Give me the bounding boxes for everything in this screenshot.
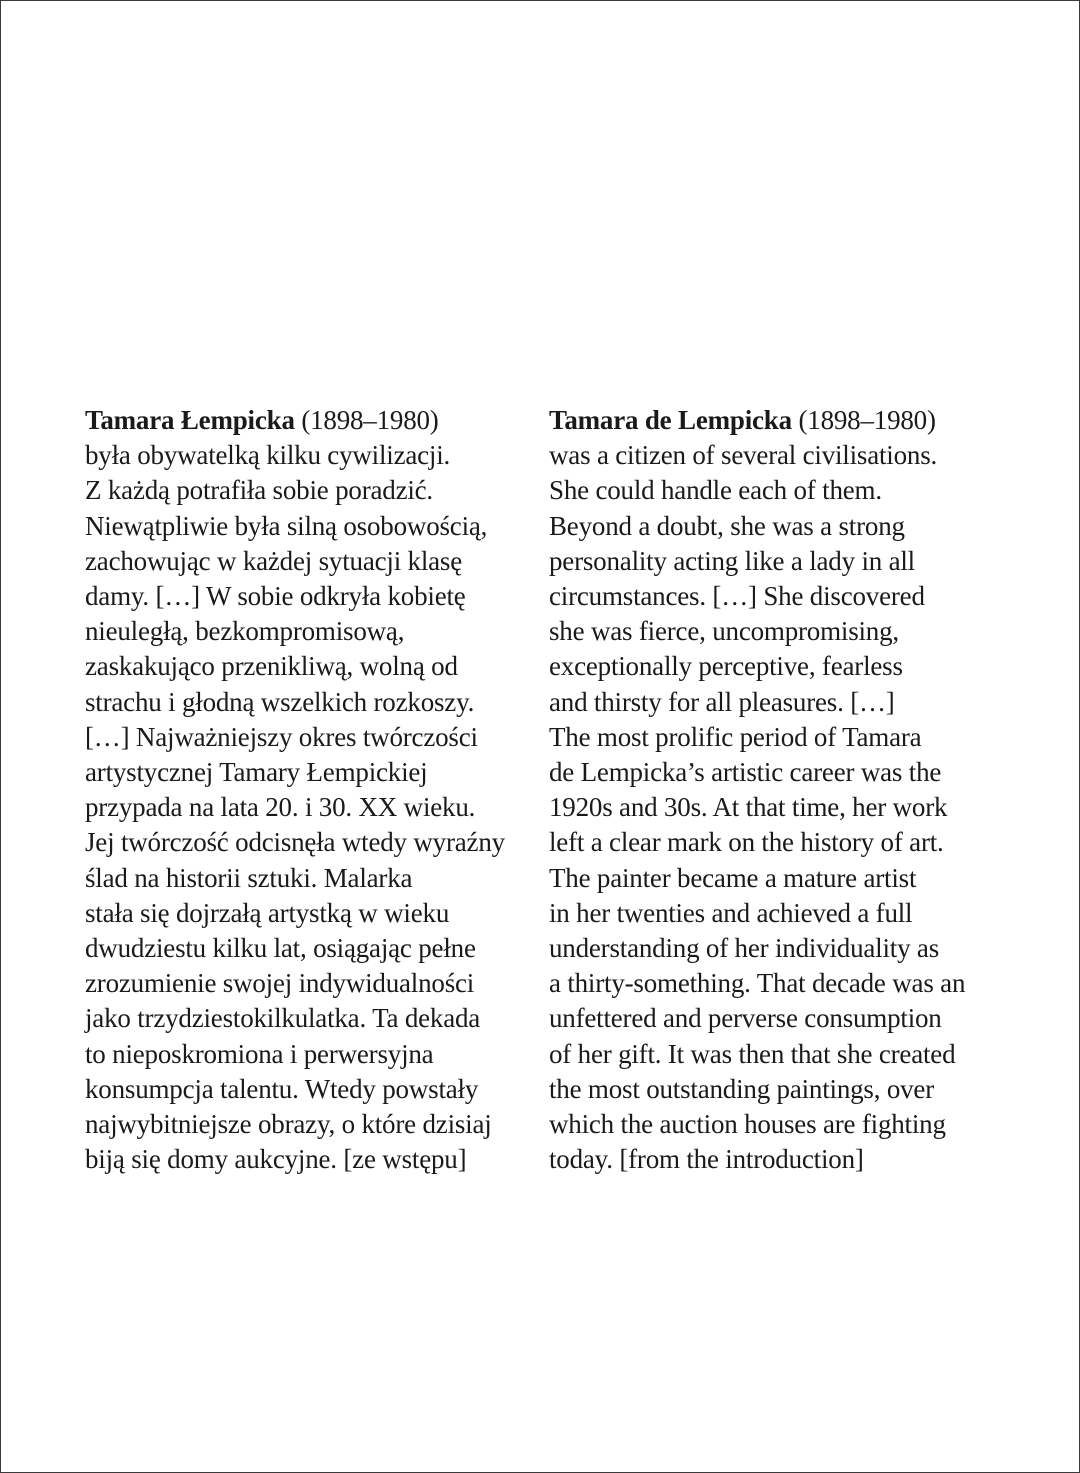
polish-heading <box>85 403 505 438</box>
polish-line: to nieposkromiona i perwersyjna <box>85 1038 434 1069</box>
polish-line: Jej twórczość odcisnęła wtedy wyraźny <box>85 827 505 858</box>
english-line: the most outstanding paintings, over <box>549 1073 935 1104</box>
polish-line: Niewątpliwie była silną osobowością, <box>85 510 488 541</box>
polish-line: dwudziestu kilku lat, osiągając pełne <box>85 933 476 964</box>
polish-artist-dates: (1898–1980) <box>294 405 439 435</box>
english-line: The painter became a mature artist <box>549 862 917 893</box>
english-line: She could handle each of them. <box>549 475 882 506</box>
english-line: which the auction houses are fighting <box>549 1109 946 1140</box>
polish-line: jako trzydziestokilkulatka. Ta dekada <box>85 1003 481 1034</box>
polish-line: najwybitniejsze obrazy, o które dzisiaj <box>85 1109 492 1140</box>
english-line: a thirty-something. That decade was an <box>549 968 966 999</box>
polish-artist-name: Tamara Łempicka <box>85 405 295 435</box>
english-line: understanding of her individuality as <box>549 933 940 964</box>
polish-line: biją się domy aukcyjne. [ze wstępu] <box>85 1144 467 1175</box>
polish-line: Z każdą potrafiła sobie poradzić. <box>85 475 433 506</box>
polish-line: damy. […] W sobie odkryła kobietę <box>85 581 466 612</box>
polish-line: zrozumienie swojej indywidualności <box>85 968 475 999</box>
english-line: personality acting like a lady in all <box>549 545 915 576</box>
english-line: de Lempicka’s artistic career was the <box>549 757 942 788</box>
polish-line: konsumpcja talentu. Wtedy powstały <box>85 1073 479 1104</box>
english-line: today. [from the introduction] <box>549 1144 864 1175</box>
polish-line: artystycznej Tamary Łempickiej <box>85 757 428 788</box>
polish-line: ślad na historii sztuki. Malarka <box>85 862 413 893</box>
polish-line: […] Najważniejszy okres twórczości <box>85 721 478 752</box>
english-line: and thirsty for all pleasures. […] <box>549 686 895 717</box>
polish-line: zachowując w każdej sytuacji klasę <box>85 545 463 576</box>
english-line: circumstances. […] She discovered <box>549 581 925 612</box>
english-line: exceptionally perceptive, fearless <box>549 651 903 682</box>
english-line: 1920s and 30s. At that time, her work <box>549 792 948 823</box>
polish-line: zaskakująco przenikliwą, wolną od <box>85 651 458 682</box>
polish-text-column <box>85 403 505 1177</box>
english-heading <box>549 403 965 438</box>
polish-line: była obywatelką kilku cywilizacji. <box>85 440 451 471</box>
polish-line: strachu i głodną wszelkich rozkoszy. <box>85 686 475 717</box>
english-text-column <box>549 403 965 1177</box>
english-line: of her gift. It was then that she created <box>549 1038 956 1069</box>
english-line: was a citizen of several civilisations. <box>549 440 938 471</box>
english-line: The most prolific period of Tamara <box>549 721 922 752</box>
english-line: Beyond a doubt, she was a strong <box>549 510 905 541</box>
english-line: unfettered and perverse consumption <box>549 1003 942 1034</box>
english-artist-dates: (1898–1980) <box>791 405 936 435</box>
english-line: she was fierce, uncompromising, <box>549 616 899 647</box>
polish-line: przypada na lata 20. i 30. XX wieku. <box>85 792 476 823</box>
english-line: in her twenties and achieved a full <box>549 897 913 928</box>
polish-line: nieuległą, bezkompromisową, <box>85 616 405 647</box>
english-line: left a clear mark on the history of art. <box>549 827 944 858</box>
english-artist-name: Tamara de Lempicka <box>549 405 792 435</box>
polish-line: stała się dojrzałą artystką w wieku <box>85 897 450 928</box>
